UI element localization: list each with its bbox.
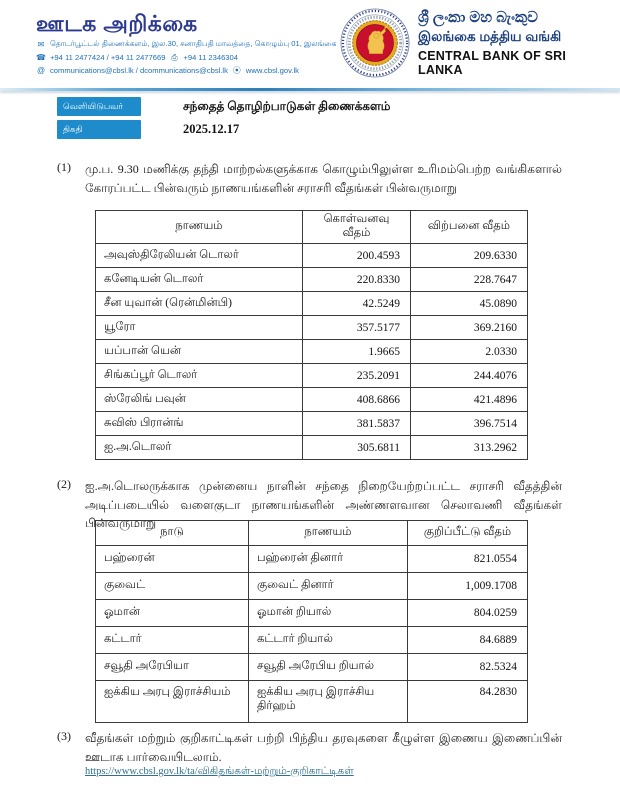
table-cell: 1,009.1708 [408,573,528,600]
table-cell: சவூதி அரேபியா [96,654,249,681]
envelope-icon: ✉ [37,39,45,49]
section-3-paragraph [57,729,562,766]
table-cell: யூரோ [96,316,303,340]
table-row [96,546,528,573]
table-cell: 84.2830 [408,681,528,723]
cbsl-emblem-logo [340,8,410,78]
table-cell: 45.0890 [411,292,528,316]
table-cell: 408.6866 [303,388,411,412]
section-1-number: (1) [57,160,71,174]
table-cell: யப்பான் யென் [96,340,303,364]
table-cell: 821.0554 [408,546,528,573]
issuer-label: வெளியிடுபவர் [57,97,141,116]
table-cell: சிங்கப்பூர் டொலர் [96,364,303,388]
table-cell: ஐக்கிய அரபு இராச்சியம் [96,681,249,723]
table-cell: 357.5177 [303,316,411,340]
table-row [96,573,528,600]
table-cell: கட்டார் [96,627,249,654]
date-label: திகதி [57,120,141,139]
globe-icon: ⦿ [232,66,241,76]
table-cell: 220.8330 [303,268,411,292]
bank-name-block [418,9,602,76]
gulf-rates-table [95,520,528,723]
header-divider-rule [0,88,620,91]
phone-numbers: +94 11 2477424 / +94 11 2477669 [50,53,166,63]
table-row [96,340,528,364]
table-row [96,600,528,627]
table-cell: பஹ்ரைன் [96,546,249,573]
column-header-indicative-rate: குறிப்பீட்டு வீதம் [408,521,528,546]
bank-name-tamil: இலங்கை மத்திய வங்கி [418,29,562,45]
table-row [96,388,528,412]
table-cell: 369.2160 [411,316,528,340]
email-line [36,66,336,75]
column-header-buying-rate: கொள்வனவு வீதம் [303,211,411,244]
fax-number: +94 11 2346304 [183,53,238,63]
table-cell: குவைட் [96,573,249,600]
table-row [96,412,528,436]
table-cell: 42.5249 [303,292,411,316]
table-cell: 313.2962 [411,436,528,460]
table-cell: 209.6330 [411,244,528,268]
table-cell: ஐக்கிய அரபு இராச்சிய திர்ஹம் [249,681,408,723]
section-1-paragraph [57,160,562,197]
phone-icon: ☎ [36,53,46,63]
column-header-country: நாடு [96,521,249,546]
table-cell: 2.0330 [411,340,528,364]
table-cell: சீன யுவான் (ரென்மின்பி) [96,292,303,316]
email-addresses: communications@cbsl.lk / dcommunications@cbsl.lk [50,66,228,76]
column-header-currency: நாணயம் [96,211,303,244]
table-row [96,364,528,388]
table-row [96,436,528,460]
header-left [36,12,336,75]
section-2-number: (2) [57,477,71,491]
table-header-row [96,521,528,546]
table-cell: கட்டார் றியால் [249,627,408,654]
column-header-currency: நாணயம் [249,521,408,546]
table-cell: 228.7647 [411,268,528,292]
table-header-row [96,211,528,244]
table-cell: 82.5324 [408,654,528,681]
table-cell: ஸ்ரேலிங் பவுன் [96,388,303,412]
header-right [340,8,602,78]
printer-icon: ⎙ [171,52,178,62]
table-cell: 244.4076 [411,364,528,388]
table-cell: 235.2091 [303,364,411,388]
exchange-rates-table [95,210,528,460]
rates-indicators-link[interactable]: https://www.cbsl.gov.lk/ta/விகிதங்கள்-மற்றும்-குறிகாட்டிகள் [85,766,354,777]
table-row [96,627,528,654]
website-text: www.cbsl.gov.lk [245,66,299,76]
table-cell: 421.4896 [411,388,528,412]
table-cell: 804.0259 [408,600,528,627]
email-icon: @ [36,66,46,76]
table-cell: குவைட் தினார் [249,573,408,600]
table-cell: சுவிஸ் பிரான்ங் [96,412,303,436]
bank-name-sinhala: ශ්‍රී ලංකා මහ බැංකුව [418,9,538,27]
table-row [96,268,528,292]
table-row [96,654,528,681]
table-cell: 396.7514 [411,412,528,436]
media-release-title: ஊடக அறிக்கை [36,11,198,36]
section-2-text: ஐ.அ.டொலருக்காக முன்னைய நாளின் சந்தை நிறையேற்றப்பட்ட சராசரி வீதத்தின் அடிப்படையில் வளைகுடா நாணயங்களின் அண்ணளவான செலாவணி வீதங்கள் பின்வருமாறு [85,479,562,531]
issuer-value: சந்தைத் தொழிற்பாடுகள் திணைக்களம் [183,98,391,113]
table-cell: 1.9665 [303,340,411,364]
table-cell: ஓமான் றியால் [249,600,408,627]
table-cell: 381.5837 [303,412,411,436]
table-cell: ஐ.அ.டொலர் [96,436,303,460]
table-cell: அவுஸ்திரேலியன் டொலர் [96,244,303,268]
phone-line [36,53,336,62]
table-cell: ஓமான் [96,600,249,627]
section-3-number: (3) [57,729,71,743]
table-row [96,244,528,268]
table-cell: 305.6811 [303,436,411,460]
table-cell: கனேடியன் டொலர் [96,268,303,292]
column-header-selling-rate: விற்பனை வீதம் [411,211,528,244]
date-value: 2025.12.17 [183,122,240,136]
table-cell: பஹ்ரைன் தினார் [249,546,408,573]
table-cell: சவூதி அரேபிய றியால் [249,654,408,681]
bank-name-english: CENTRAL BANK OF SRI LANKA [418,48,567,77]
section-1-text: மு.ப. 9.30 மணிக்கு தந்தி மாற்றல்களுக்காக கொழும்பிலுள்ள உரிமம்பெற்ற வங்கிகளால் கோரப்பட்ட பின்வரும் நாணயங்களின் சராசரி வீதங்கள் பின்வருமாறு [85,162,562,195]
address-line [36,39,336,49]
table-cell: 200.4593 [303,244,411,268]
issuer-row [57,97,390,116]
table-row [96,316,528,340]
date-row [57,120,239,139]
table-cell: 84.6889 [408,627,528,654]
table-row [96,681,528,723]
address-text: தொடர்பூட்டல் திணைக்களம், இல.30, சனாதிபதி மாவத்தை, கொழும்பு 01, இலங்கை [50,39,337,49]
table-row [96,292,528,316]
section-3-text: வீதங்கள் மற்றும் குறிகாட்டிகள் பற்றி பிந்திய தரவுகளை கீழுள்ள இணைய இணைப்பின் ஊடாக பார்வையிடலாம். [85,731,562,764]
